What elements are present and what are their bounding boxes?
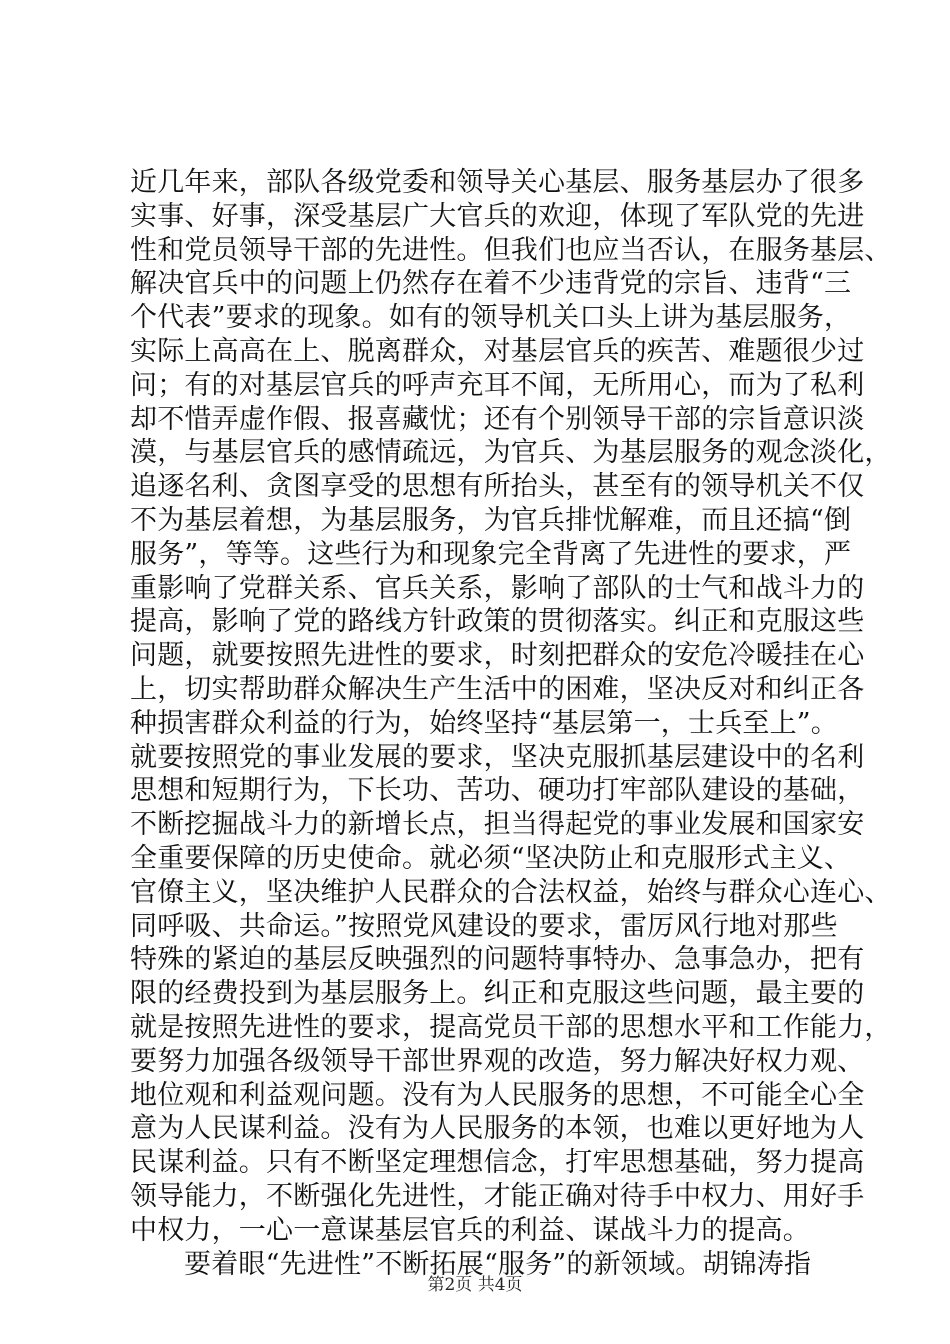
text-line: 漠，与基层官兵的感情疏远，为官兵、为基层服务的观念淡化， [130, 437, 892, 469]
text-line: 官僚主义，坚决维护人民群众的合法权益，始终与群众心连心、 [130, 876, 892, 908]
text-line: 个代表”要求的现象。如有的领导机关口头上讲为基层服务， [130, 302, 852, 334]
text-line: 解决官兵中的问题上仍然存在着不少违背党的宗旨、违背“三 [130, 268, 852, 300]
text-line: 提高，影响了党的路线方针政策的贯彻落实。纠正和克服这些 [130, 606, 865, 638]
text-line: 意为人民谋利益。没有为人民服务的本领，也难以更好地为人 [130, 1113, 865, 1145]
paragraph-start-line: 要着眼“先进性”不断拓展“服务”的新领域。胡锦涛指 [184, 1248, 812, 1280]
text-line: 近几年来，部队各级党委和领导关心基层、服务基层办了很多 [130, 167, 865, 198]
body-text [130, 166, 892, 1281]
text-line: 不断挖掘战斗力的新增长点，担当得起党的事业发展和国家安 [130, 809, 865, 841]
text-line: 全重要保障的历史使命。就必须“坚决防止和克服形式主义、 [130, 842, 852, 874]
text-line: 问；有的对基层官兵的呼声充耳不闻，无所用心，而为了私利 [130, 369, 865, 401]
text-line: 上，切实帮助群众解决生产生活中的困难，坚决反对和纠正各 [130, 673, 865, 705]
text-line: 追逐名利、贪图享受的思想有所抬头，甚至有的领导机关不仅 [130, 471, 865, 503]
text-line: 同呼吸、共命运。”按照党风建设的要求，雷厉风行地对那些 [130, 910, 838, 942]
text-line: 领导能力，不断强化先进性，才能正确对待手中权力、用好手 [130, 1180, 865, 1212]
text-line: 重影响了党群关系、官兵关系，影响了部队的士气和战斗力的 [130, 572, 865, 604]
text-line: 限的经费投到为基层服务上。纠正和克服这些问题，最主要的 [130, 978, 865, 1010]
text-line: 要努力加强各级领导干部世界观的改造，努力解决好权力观、 [130, 1045, 865, 1077]
text-line: 中权力，一心一意谋基层官兵的利益、谋战斗力的提高。 [130, 1214, 810, 1246]
text-line: 实际上高高在上、脱离群众，对基层官兵的疾苦、难题很少过 [130, 335, 865, 367]
text-line: 民谋利益。只有不断坚定理想信念，打牢思想基础，努力提高 [130, 1147, 865, 1179]
text-line: 问题，就要按照先进性的要求，时刻把群众的安危冷暖挂在心 [130, 640, 865, 672]
text-line: 就是按照先进性的要求，提高党员干部的思想水平和工作能力， [130, 1011, 892, 1043]
text-line: 思想和短期行为，下长功、苦功、硬功打牢部队建设的基础， [130, 775, 865, 807]
text-line: 服务”，等等。这些行为和现象完全背离了先进性的要求，严 [130, 538, 852, 570]
text-line: 不为基层着想，为基层服务，为官兵排忧解难，而且还搞“倒 [130, 504, 852, 536]
text-line: 实事、好事，深受基层广大官兵的欢迎，体现了军队党的先进 [130, 200, 865, 232]
text-line: 性和党员领导干部的先进性。但我们也应当否认，在服务基层、 [130, 234, 892, 266]
page-number-footer: 第2页 共4页 [427, 1275, 523, 1295]
text-line: 却不惜弄虚作假、报喜藏忧；还有个别领导干部的宗旨意识淡 [130, 403, 865, 435]
text-line: 特殊的紧迫的基层反映强烈的问题特事特办、急事急办，把有 [130, 944, 865, 976]
text-line: 地位观和利益观问题。没有为人民服务的思想，不可能全心全 [130, 1079, 865, 1111]
text-line: 就要按照党的事业发展的要求，坚决克服抓基层建设中的名利 [130, 741, 865, 773]
text-line: 种损害群众利益的行为，始终坚持“基层第一，士兵至上”。 [130, 707, 839, 739]
